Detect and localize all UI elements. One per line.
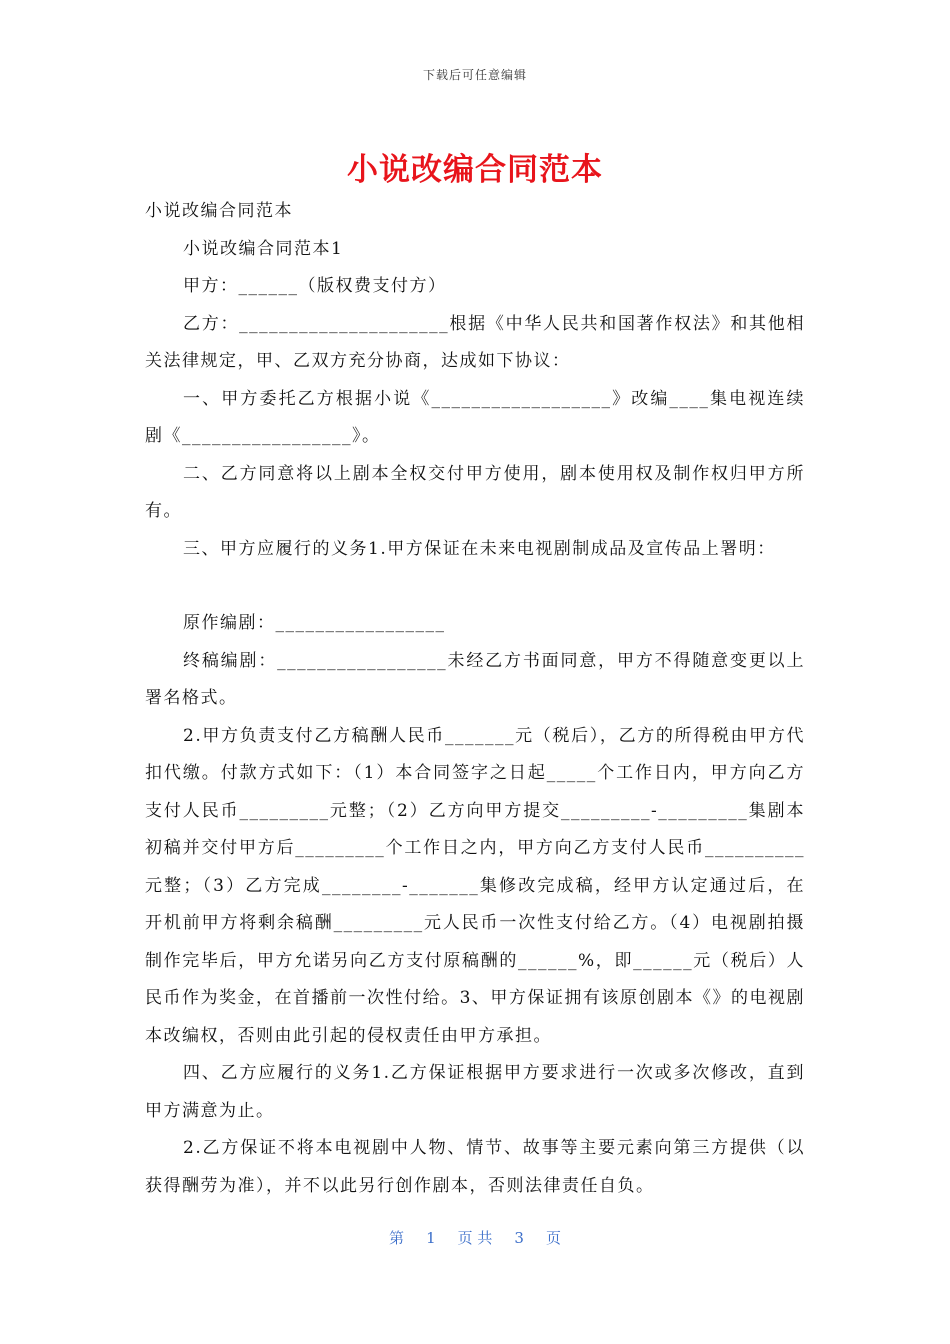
clause-two: 二、乙方同意将以上剧本全权交付甲方使用，剧本使用权及制作权归甲方所有。 [145, 463, 805, 521]
clause-three: 三、甲方应履行的义务1.甲方保证在未来电视剧制成品及宣传品上署明： [183, 538, 776, 559]
page-footer [0, 1227, 950, 1248]
party-b-line: 乙方：_____________________根据《中华人民共和国著作权法》和其他相关法律规定，甲、乙双方充分协商，达成如下协议： [145, 313, 805, 371]
footer-label-total: 页 共 [457, 1229, 493, 1247]
payment-clause: 2.甲方负责支付乙方稿酬人民币_______元（税后），乙方的所得税由甲方代扣代缴。付款方式如下：（1）本合同签字之日起_____个工作日内，甲方向乙方支付人民币_________元整；（2）乙方向甲方提交_________-_________集剧本初稿并交付甲方后_________个工作日之内，甲方向乙方支付人民币__________元整；（3）乙方完成________-_______集修改完成稿，经甲方认定通过后，在开机前甲方将剩余稿酬_________元人民币一次性支付给乙方。（4）电视剧拍摄制作完毕后，甲方允诺另向乙方支付原稿酬的______%，即______元（税后）人民币作为奖金，在首播前一次性付给。3、甲方保证拥有该原创剧本《》的电视剧本改编权，否则由此引起的侵权责任由甲方承担。 [145, 725, 805, 1046]
header-note: 下载后可任意编辑 [422, 68, 527, 82]
footer-label-di: 第 [389, 1229, 405, 1247]
clause-four: 四、乙方应履行的义务1.乙方保证根据甲方要求进行一次或多次修改，直到甲方满意为止。 [145, 1063, 805, 1121]
body-heading: 小说改编合同范本 [145, 201, 293, 221]
clause-four-item-two: 2.乙方保证不将本电视剧中人物、情节、故事等主要元素向第三方提供（以获得酬劳为准），并不以此另行创作剧本，否则法律责任自负。 [145, 1138, 805, 1196]
final-writer-line: 终稿编剧：_________________未经乙方书面同意，甲方不得随意变更以上署名格式。 [145, 650, 805, 708]
contract-subtitle: 小说改编合同范本1 [183, 238, 344, 259]
original-writer-line: 原作编剧：_________________ [183, 613, 446, 633]
footer-total-pages: 3 [514, 1229, 524, 1247]
footer-page-number: 1 [426, 1229, 436, 1247]
document-body [145, 193, 805, 1205]
party-a-line: 甲方：______（版权费支付方） [183, 276, 447, 296]
clause-one: 一、甲方委托乙方根据小说《__________________》改编____集电视连续剧《_________________》。 [145, 388, 805, 446]
document-title: 小说改编合同范本 [347, 152, 603, 188]
footer-label-ye: 页 [545, 1229, 561, 1247]
